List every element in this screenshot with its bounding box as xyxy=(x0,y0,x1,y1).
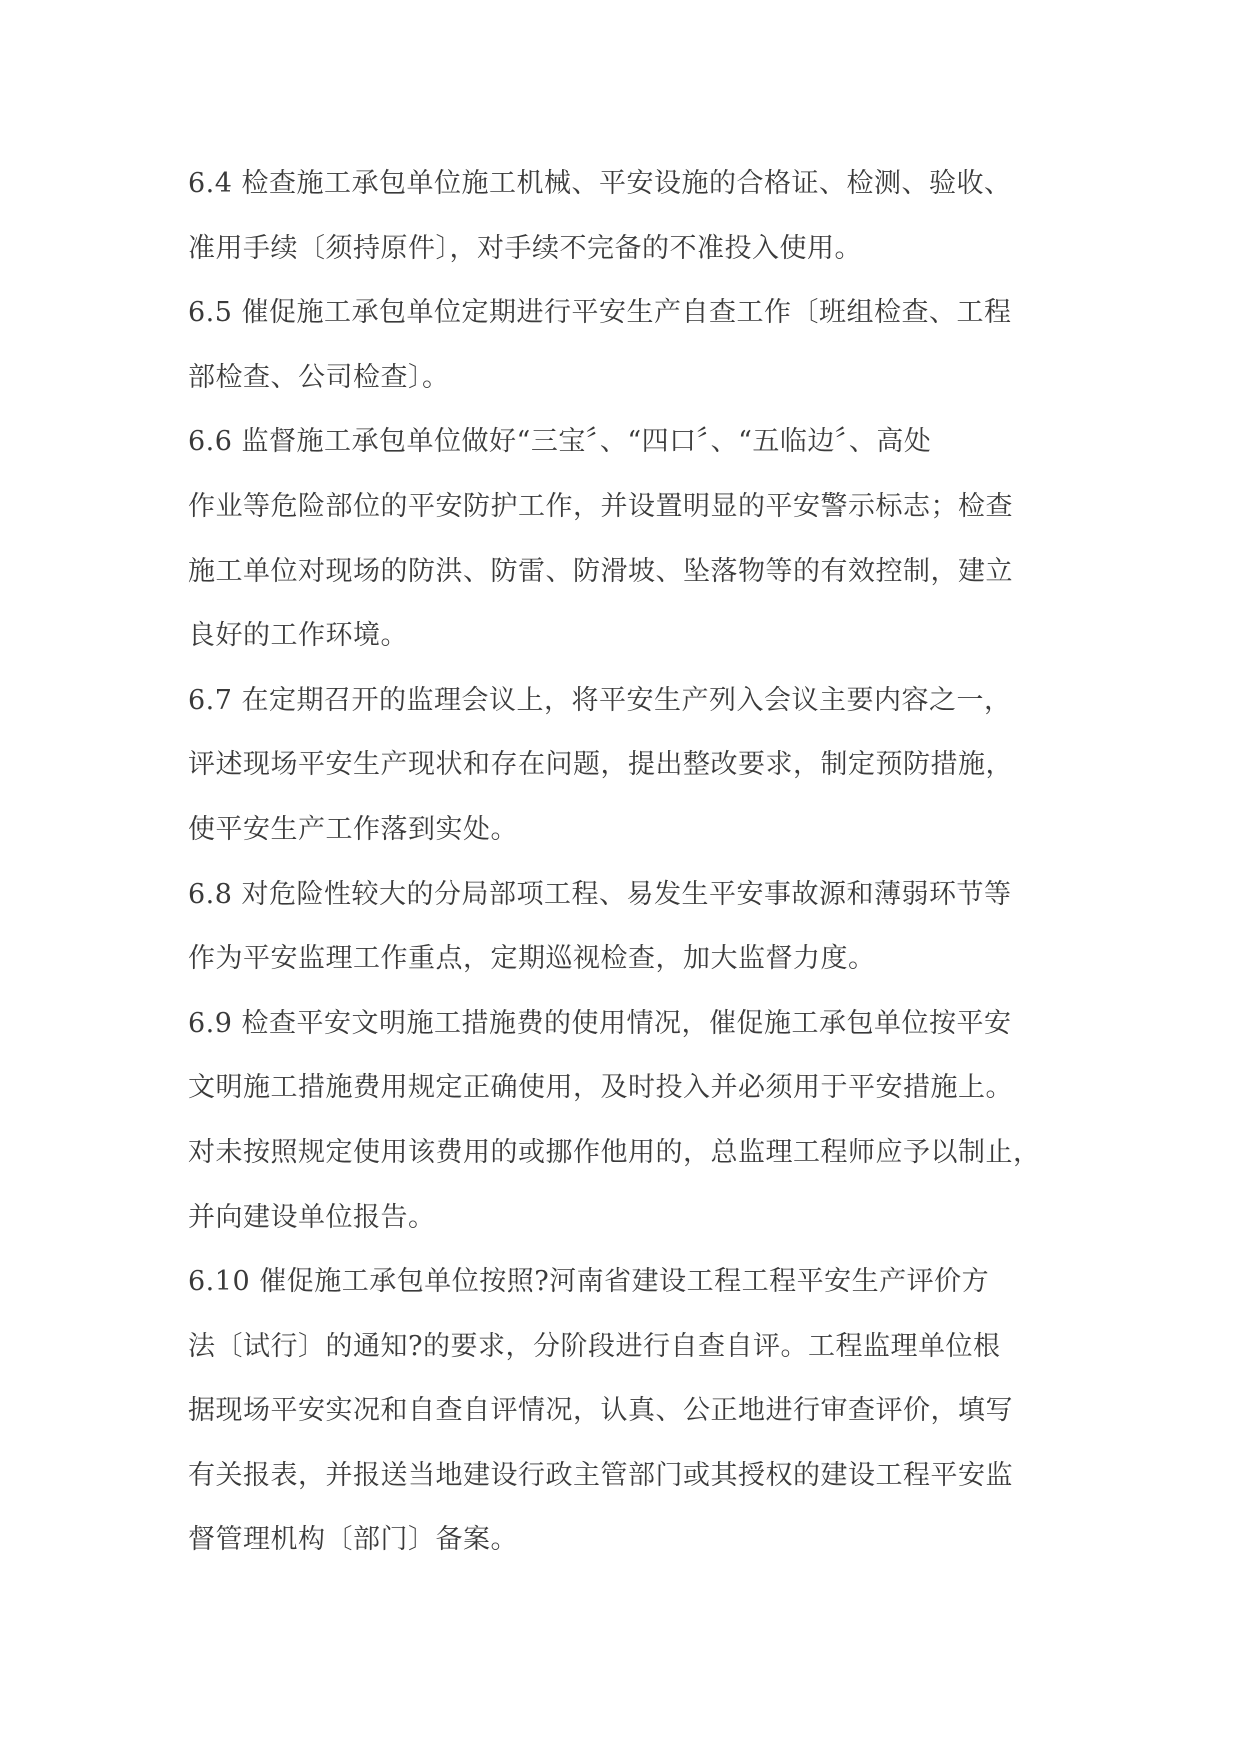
text-line: 对未按照规定使用该费用的或挪作他用的，总监理工程师应予以制止， xyxy=(188,1136,1041,1168)
text-line: 文明施工措施费用规定正确使用，及时投入并必须用于平安措施上。 xyxy=(188,1072,1013,1104)
text-line: 准用手续〔须持原件〕，对手续不完备的不准投入使用。 xyxy=(188,232,862,264)
text-line: 作为平安监理工作重点，定期巡视检查，加大监督力度。 xyxy=(188,943,876,975)
text-line: 作业等危险部位的平安防护工作，并设置明显的平安警示标志；检查 xyxy=(188,490,1013,522)
text-line: 使平安生产工作落到实处。 xyxy=(188,813,518,845)
text-line: 有关报表，并报送当地建设行政主管部门或其授权的建设工程平安监 xyxy=(188,1459,1013,1491)
text-line: 6.8 对危险性较大的分局部项工程、易发生平安事故源和薄弱环节等 xyxy=(188,878,1012,910)
text-line: 施工单位对现场的防洪、防雷、防滑坡、坠落物等的有效控制，建立 xyxy=(188,555,1013,587)
text-line: 法〔试行〕的通知?的要求，分阶段进行自查自评。工程监理单位根 xyxy=(188,1330,1001,1362)
text-line: 6.10 催促施工承包单位按照?河南省建设工程工程平安生产评价方 xyxy=(188,1266,990,1298)
text-line: 并向建设单位报告。 xyxy=(188,1201,436,1233)
text-line: 6.5 催促施工承包单位定期进行平安生产自查工作〔班组检查、工程 xyxy=(188,297,1012,329)
document-body xyxy=(188,152,1068,1573)
text-line: 6.6 监督施工承包单位做好“三宝〞、“四口〞、“五临边〞、高处 xyxy=(188,426,932,458)
text-line: 6.9 检查平安文明施工措施费的使用情况，催促施工承包单位按平安 xyxy=(188,1007,1012,1039)
text-line: 部检查、公司检查〕。 xyxy=(188,361,450,393)
text-line: 6.4 检查施工承包单位施工机械、平安设施的合格证、检测、验收、 xyxy=(188,168,1012,199)
text-line: 6.7 在定期召开的监理会议上，将平安生产列入会议主要内容之一， xyxy=(188,684,1012,716)
text-line: 督管理机构〔部门〕备案。 xyxy=(188,1524,518,1556)
text-line: 良好的工作环境。 xyxy=(188,620,408,652)
text-line: 评述现场平安生产现状和存在问题，提出整改要求，制定预防措施， xyxy=(188,749,1013,781)
text-line: 据现场平安实况和自查自评情况，认真、公正地进行审查评价，填写 xyxy=(188,1395,1013,1427)
